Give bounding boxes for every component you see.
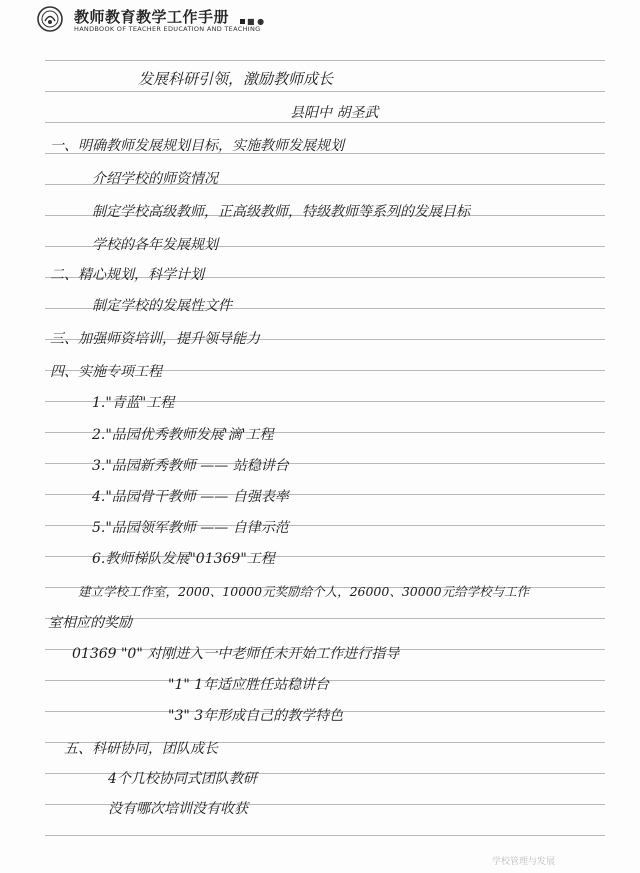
notes-line: 三、加强师资培训，提升领导能力: [50, 331, 260, 347]
notes-line: 2."品园优秀教师发展'滴'工程: [92, 427, 274, 443]
ruled-line: [45, 835, 605, 836]
notes-line: 4."品园骨干教师 —— 自强表率: [92, 489, 289, 505]
handbook-header: [0, 0, 640, 44]
ruled-line: [45, 122, 605, 123]
notes-line: 制定学校的发展性文件: [92, 298, 232, 314]
notes-line: "3" 3年形成自己的教学特色: [168, 708, 344, 724]
notes-title: 发展科研引领，激励教师成长: [138, 70, 334, 88]
notes-line: 01369 "0" 对刚进入一中老师任未开始工作进行指导: [72, 646, 400, 662]
notes-line: 建立学校工作室，2000、10000元奖励给个人，26000、30000元给学校与工作: [78, 584, 530, 599]
notes-line: 1."青蓝"工程: [92, 395, 175, 411]
handbook-title: 教师教育教学工作手册: [74, 8, 230, 26]
notes-line: 学校的各年发展规划: [92, 237, 218, 253]
notes-line: 制定学校高级教师，正高级教师，特级教师等系列的发展目标: [92, 204, 470, 220]
notes-line: 介绍学校的师资情况: [92, 171, 218, 187]
notes-line: "1" 1年适应胜任站稳讲台: [168, 677, 330, 693]
notes-line: 一、明确教师发展规划目标，实施教师发展规划: [50, 138, 344, 154]
notes-line: 二、精心规划，科学计划: [50, 267, 204, 283]
notes-line: 3."品园新秀教师 —— 站稳讲台: [92, 458, 289, 474]
notes-author: 县阳中 胡圣武: [290, 105, 379, 121]
handbook-subtitle: HANDBOOK OF TEACHER EDUCATION AND TEACHING: [74, 25, 261, 33]
header-mark: ■ ●: [240, 17, 264, 26]
square-mark-icon: [240, 19, 245, 24]
notes-line: 6.教师梯队发展"01369"工程: [92, 551, 275, 567]
ruled-line: [45, 91, 605, 92]
notes-line: 5."品园领军教师 —— 自律示范: [92, 520, 289, 536]
notes-line: 没有哪次培训没有收获: [108, 801, 248, 817]
notes-line: 4个几校协同式团队教研: [108, 771, 257, 787]
notes-line: 五、科研协同，团队成长: [64, 741, 218, 757]
notes-line: 室相应的奖励: [48, 615, 132, 631]
school-emblem-icon: [37, 6, 63, 32]
ruled-line: [45, 60, 605, 61]
watermark-text: 学校管理与发展: [492, 857, 556, 867]
notes-line: 四、实施专项工程: [50, 364, 162, 380]
